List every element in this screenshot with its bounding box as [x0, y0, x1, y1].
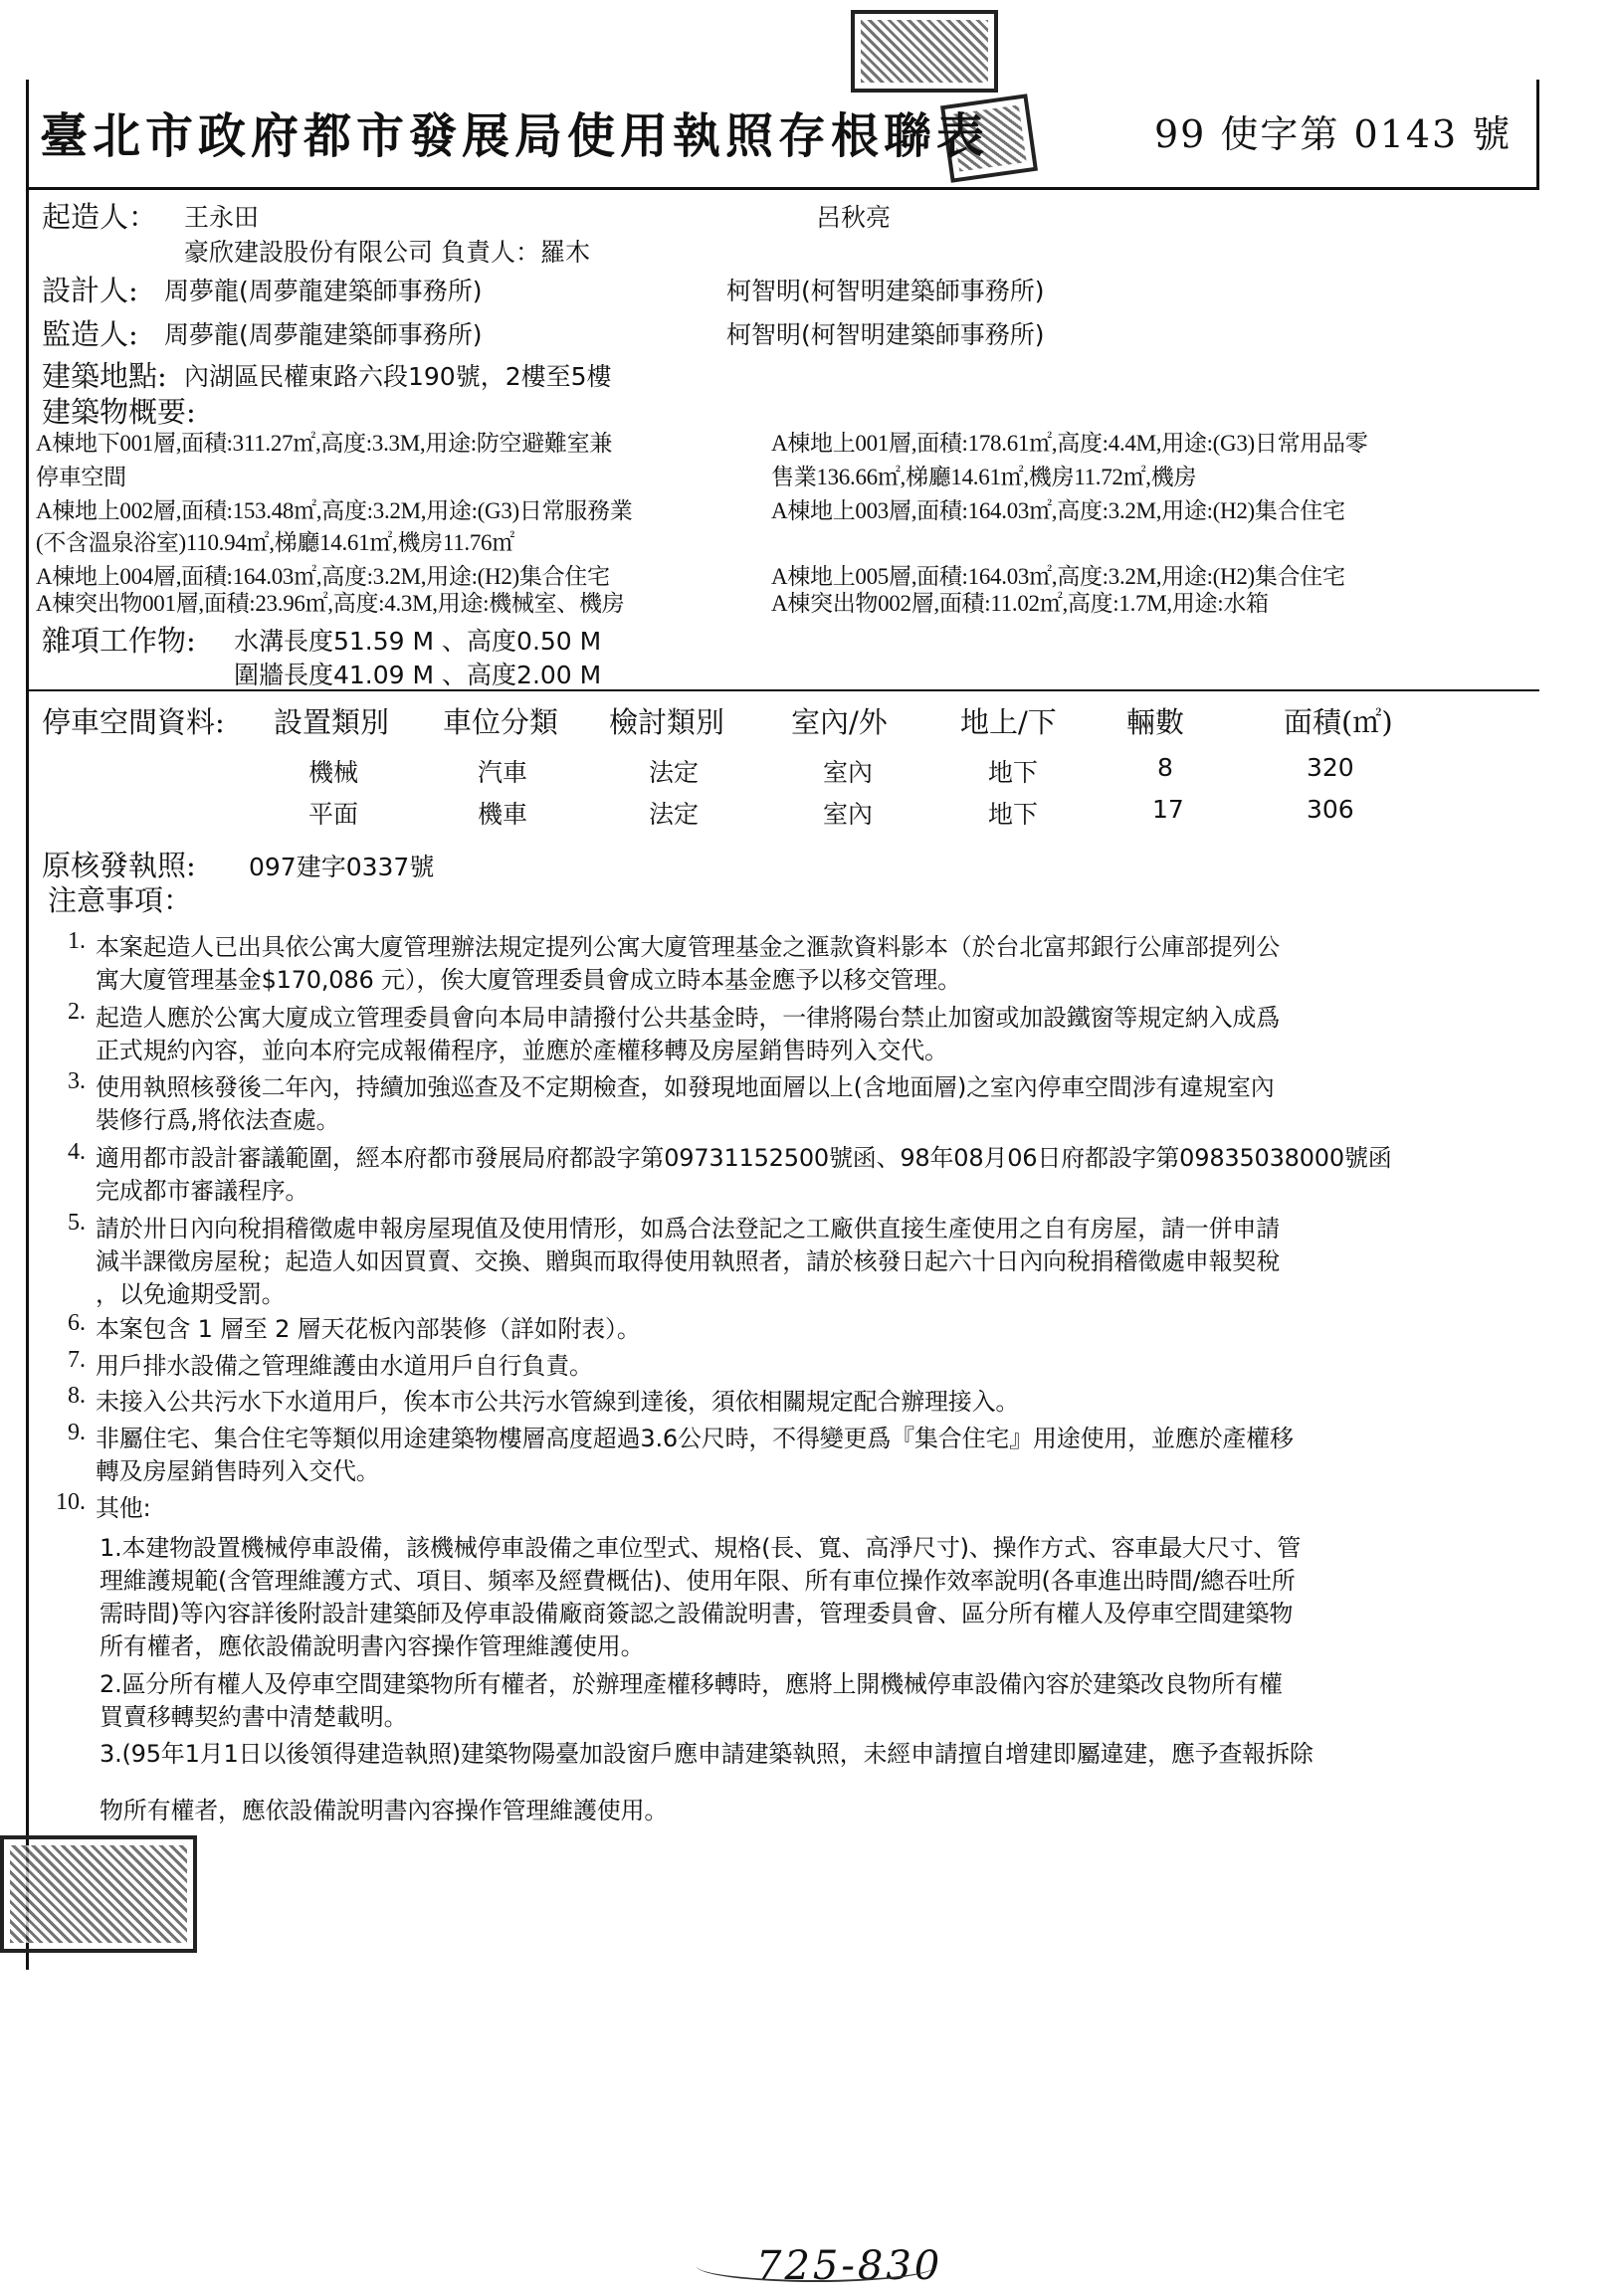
note-number: 7. [68, 1347, 86, 1373]
note-number: 8. [68, 1383, 86, 1409]
supervisor-name-2: 柯智明(柯智明建築師事務所) [726, 320, 1045, 349]
note-number: 5. [68, 1210, 86, 1236]
builder-name-2: 呂秋亮 [816, 203, 892, 232]
parking-cell: 平面 [308, 800, 359, 829]
overview-line-right: A棟地上005層,面積:164.03㎡,高度:3.2M,用途:(H2)集合住宅 [771, 564, 1345, 589]
parking-cell: 機車 [478, 800, 528, 829]
overview-line-right: 售業136.66㎡,梯廳14.61㎡,機房11.72㎡,機房 [771, 465, 1197, 489]
seal-stamp-top [851, 10, 998, 93]
page-number: 725-830 [756, 2243, 943, 2289]
parking-cell: 法定 [649, 800, 700, 829]
parking-cell: 地下 [988, 800, 1039, 829]
note-line: 減半課徵房屋稅；起造人如因買賣、交換、贈與而取得使用執照者，請於核發日起六十日內向稅捐稽徵處申報契稅 [96, 1247, 1280, 1275]
page-number-underline [697, 2250, 935, 2282]
parking-header-cell: 設置類別 [274, 705, 390, 739]
original-permit-value: 097建字0337號 [249, 853, 435, 881]
builder-name-3: 豪欣建設股份有限公司 負責人：羅木 [184, 238, 590, 267]
note-line: 起造人應於公寓大廈成立管理委員會向本局申請撥付公共基金時，一律將陽台禁止加窗或加設鐵窗等規定納入成爲 [96, 1004, 1280, 1032]
sub-note-line: 3.(95年1月1日以後領得建造執照)建築物陽臺加設窗戶應申請建築執照，未經申請擅自增建即屬違建，應予查報拆除 [100, 1740, 1313, 1768]
builder-name-1: 王永田 [184, 203, 260, 232]
overview-line-right: A棟地上003層,面積:164.03㎡,高度:3.2M,用途:(H2)集合住宅 [771, 498, 1345, 523]
parking-cell: 306 [1307, 795, 1354, 824]
site-address: 內湖區民權東路六段190號，2樓至5樓 [184, 362, 612, 391]
parking-cell: 汽車 [478, 758, 528, 787]
site-label: 建築地點: [42, 359, 167, 393]
parking-cell: 17 [1152, 795, 1184, 824]
overview-line-left: 停車空間 [36, 465, 126, 489]
builder-label: 起造人： [42, 200, 158, 234]
parking-cell: 地下 [988, 758, 1039, 787]
parking-header-cell: 地上/下 [960, 705, 1057, 739]
note-number: 1. [68, 928, 86, 954]
note-number: 4. [68, 1139, 86, 1165]
designer-name-1: 周夢龍(周夢龍建築師事務所) [164, 277, 483, 305]
frame-left-border [26, 80, 29, 1970]
note-line: 裝修行爲,將依法查處。 [96, 1106, 340, 1134]
note-line: 本案起造人已出具依公寓大廈管理辦法規定提列公寓大廈管理基金之滙款資料影本（於台北富邦銀行公庫部提列公 [96, 933, 1280, 961]
frame-right-border [1536, 80, 1539, 189]
seal-stamp-left [0, 1835, 197, 1953]
sub-note-line: 需時間)等內容詳後附設計建築師及停車設備廠商簽認之設備說明書，管理委員會、區分所有權人及停車空間建築物 [100, 1600, 1294, 1627]
overview-label: 建築物概要: [42, 395, 196, 429]
note-line: 適用都市設計審議範圍，經本府都市發展局府都設字第09731152500號函、98年08月06日府都設字第09835038000號函 [96, 1144, 1392, 1172]
parking-cell: 法定 [649, 758, 700, 787]
note-line: 完成都市審議程序。 [96, 1177, 309, 1205]
sub-note-line: 理維護規範(含管理維護方式、項目、頻率及經費概估)、使用年限、所有車位操作效率說明(各車進出時間/總吞吐所 [100, 1567, 1296, 1595]
note-number: 9. [68, 1420, 86, 1445]
parking-cell: 室內 [823, 800, 874, 829]
original-permit-label: 原核發執照: [42, 849, 196, 882]
sub-note-line: 2.區分所有權人及停車空間建築物所有權者，於辦理產權移轉時，應將上開機械停車設備內容於建築改良物所有權 [100, 1670, 1283, 1698]
note-line: 其他: [96, 1494, 151, 1522]
note-number: 6. [68, 1310, 86, 1336]
header-divider [26, 187, 1539, 190]
note-number: 10. [56, 1489, 86, 1515]
sub-note-line: 物所有權者，應依設備說明書內容操作管理維護使用。 [100, 1797, 669, 1824]
overview-line-left: (不含溫泉浴室)110.94㎡,梯廳14.61㎡,機房11.76㎡ [36, 530, 514, 555]
document-title: 臺北市政府都市發展局使用執照存根聯表 [40, 108, 990, 164]
permit-number: 99 使字第 0143 號 [1154, 112, 1513, 156]
note-number: 3. [68, 1068, 86, 1094]
overview-line-right: A棟突出物002層,面積:11.02㎡,高度:1.7M,用途:水箱 [771, 591, 1269, 616]
note-line: 正式規約內容，並向本府完成報備程序，並應於產權移轉及房屋銷售時列入交代。 [96, 1037, 948, 1064]
overview-line-left: A棟地上004層,面積:164.03㎡,高度:3.2M,用途:(H2)集合住宅 [36, 564, 610, 589]
parking-header-cell: 檢討類別 [609, 705, 725, 739]
misc-works-item: 圍牆長度41.09 M 、高度2.00 M [234, 661, 602, 689]
note-line: 非屬住宅、集合住宅等類似用途建築物樓層高度超過3.6公尺時，不得變更爲『集合住宅』用途使用，並應於產權移 [96, 1425, 1294, 1452]
parking-header-cell: 車位分類 [443, 705, 559, 739]
designer-name-2: 柯智明(柯智明建築師事務所) [726, 277, 1045, 305]
note-line: 本案包含 1 層至 2 層天花板內部裝修（詳如附表）。 [96, 1315, 641, 1343]
overview-line-left: A棟地下001層,面積:311.27㎡,高度:3.3M,用途:防空避難室兼 [36, 431, 613, 456]
sub-note-line: 所有權者，應依設備說明書內容操作管理維護使用。 [100, 1632, 645, 1660]
overview-line-right: A棟地上001層,面積:178.61㎡,高度:4.4M,用途:(G3)日常用品零 [771, 431, 1368, 456]
note-line: 轉及房屋銷售時列入交代。 [96, 1457, 380, 1485]
parking-header-cell: 室內/外 [791, 705, 888, 739]
note-line: 寓大廈管理基金$170,086 元），俟大廈管理委員會成立時本基金應予以移交管理。 [96, 966, 961, 994]
parking-header-cell: 輛數 [1126, 705, 1185, 739]
parking-label: 停車空間資料: [42, 705, 225, 739]
designer-label: 設計人: [42, 274, 138, 307]
note-line: 使用執照核發後二年內，持續加強巡查及不定期檢查，如發現地面層以上(含地面層)之室內停車空間涉有違規室內 [96, 1073, 1275, 1101]
misc-works-label: 雜項工作物: [42, 624, 196, 658]
overview-line-left: A棟突出物001層,面積:23.96㎡,高度:4.3M,用途:機械室、機房 [36, 591, 625, 616]
supervisor-label: 監造人: [42, 317, 138, 351]
parking-cell: 8 [1157, 753, 1173, 782]
sub-note-line: 買賣移轉契約書中清楚載明。 [100, 1703, 408, 1731]
supervisor-name-1: 周夢龍(周夢龍建築師事務所) [164, 320, 483, 349]
note-line: 用戶排水設備之管理維護由水道用戶自行負責。 [96, 1352, 593, 1380]
sub-note-line: 1.本建物設置機械停車設備，該機械停車設備之車位型式、規格(長、寬、高淨尺寸)、操作方式、容車最大尺寸、管 [100, 1534, 1302, 1562]
parking-header-cell: 面積(㎡) [1284, 705, 1393, 739]
misc-works-item: 水溝長度51.59 M 、高度0.50 M [234, 627, 602, 656]
overview-line-left: A棟地上002層,面積:153.48㎡,高度:3.2M,用途:(G3)日常服務業 [36, 498, 633, 523]
parking-cell: 機械 [308, 758, 359, 787]
note-line: ，以免逾期受罰。 [96, 1280, 286, 1308]
note-line: 請於卅日內向稅捐稽徵處申報房屋現值及使用情形，如爲合法登記之工廠供直接生產使用之自有房屋，請一併申請 [96, 1215, 1280, 1243]
note-number: 2. [68, 999, 86, 1025]
notes-label: 注意事項： [48, 883, 193, 917]
note-line: 未接入公共污水下水道用戶，俟本市公共污水管線到達後，須依相關規定配合辦理接入。 [96, 1388, 1020, 1416]
parking-cell: 室內 [823, 758, 874, 787]
parking-cell: 320 [1307, 753, 1354, 782]
